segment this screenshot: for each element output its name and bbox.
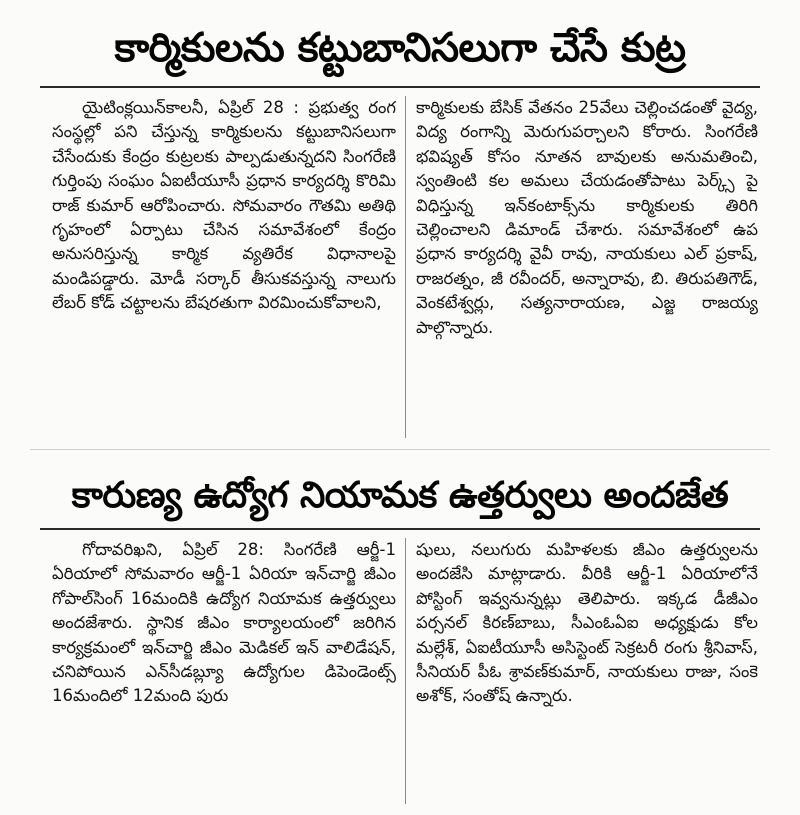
article-column-left: గోదావరిఖని, ఏప్రిల్ 28: సింగరేణి ఆర్జీ-1 ఏరియాలో సోమవారం ఆర్జీ-1 ఏరియా ఇన్‌చార్జి జీఎం గోపాల్‌సింగ్ 16మందికి ఉద్యోగ నియామక ఉత్తర్వులు అందజేశారు. స్థానిక జీఎం కార్యాలయంలో జరిగిన కార్యక్రమంలో ఇన్‌చార్జి జీఎం మెడికల్ ఇన్ వాలిడేషన్, చనిపోయిన ఎన్‌సీడబ్ల్యూ ఉద్యోగుల డిపెండెంట్స్ 16మందిలో 12మంది పురు	[52, 540, 396, 706]
headline-rule	[40, 86, 760, 88]
column-divider	[405, 538, 406, 804]
article-headline: కార్మికులను కట్టుబానిసలుగా చేసే కుట్ర	[114, 25, 686, 71]
article-column-right: కార్మికులకు బేసిక్ వేతనం 25వేలు చెల్లించడంతో వైద్య, విద్య రంగాన్ని మెరుగుపర్చాలని కోరారు. సింగరేణి భవిష్యత్ కోసం నూతన బావులకు అనుమతించి, స్వంతింటి కల అమలు చేయడంతోపాటు పెర్క్స్ పై విధిస్తున్న ఇన్‌కంటాక్స్‌ను కార్మికులకు తిరిగి చెల్లించాలని డిమాండ్ చేశారు. సమావేశంలో ఉప ప్రధాన కార్యదర్శి వైవీ రావు, నాయకులు ఎల్ ప్రకాష్, రాజరత్నం, జీ రవీందర్, అన్నారావు, బి. తిరుపతిగౌడ్, వెంకటేశ్వర్లు, సత్యనారాయణ, ఎజ్జ రాజయ్య పాల్గొన్నారు.	[416, 98, 758, 337]
headline-rule	[40, 528, 760, 530]
article-headline: కారుణ్య ఉద్యోగ నియామక ఉత్తర్వులు అందజేత	[71, 475, 729, 516]
column-divider	[405, 96, 406, 438]
article-compassionate-appointments	[0, 450, 800, 815]
article-column-right: షులు, నలుగురు మహిళలకు జీఎం ఉత్తర్వులను అందజేసి మాట్లాడారు. వీరికి ఆర్జీ-1 ఏరియాలోనే పోస్టింగ్ ఇవ్వనున్నట్లు తెలిపారు. ఇక్కడ డీజీఎం పర్సనల్ కిరణ్‌బాబు, సీఎంఓఏఐ అధ్యక్షుడు కోల మల్లేశ్, ఏఐటీయూసీ అసిస్టెంట్ సెక్రటరీ రంగు శ్రీనివాస్, సీనియర్ పీఓ శ్రావణ్‌కుమార్, నాయకులు రాజు, సంకె అశోక్, సంతోష్ ఉన్నారు.	[416, 540, 758, 706]
article-column-left: యైటింక్లయిన్‌కాలనీ, ఏప్రిల్ 28 : ప్రభుత్వ రంగ సంస్థల్లో పని చేస్తున్న కార్మికులను కట్టుబానిసలుగా చేసేందుకు కేంద్రం కుట్రలకు పాల్పడుతున్నదని సింగరేణి గుర్తింపు సంఘం ఏఐటీయూసీ ప్రధాన కార్యదర్శి కొరిమి రాజ్ కుమార్ ఆరోపించారు. సోమవారం గౌతమి అతిథి గృహంలో ఏర్పాటు చేసిన సమావేశంలో కేంద్రం అనుసరిస్తున్న కార్మిక వ్యతిరేక విధానాలపై మండిపడ్డారు. మోడీ సర్కార్ తీసుకవస్తున్న నాలుగు లేబర్ కోడ్ చట్టాలను బేషరతుగా విరమించుకోవాలని,	[52, 98, 396, 313]
